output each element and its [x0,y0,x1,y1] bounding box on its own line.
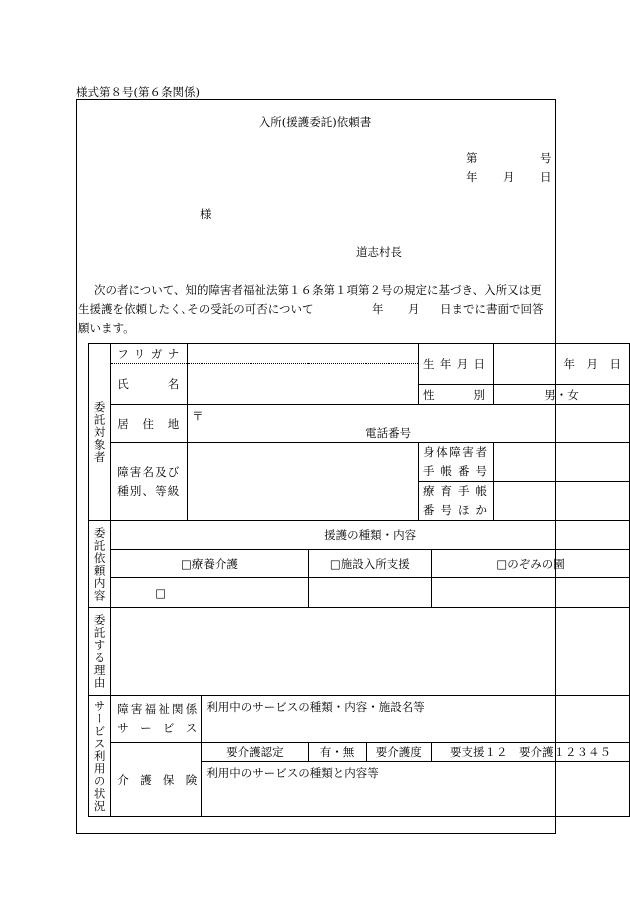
phone-label: 電話番号 [365,426,412,440]
birthdate-value[interactable]: 年 月 日 [493,344,629,385]
page-title: 入所(援護委託)依頼書 [258,115,372,129]
address-field[interactable] [188,405,630,443]
support-type-header: 援護の種類・内容 [111,521,630,550]
sender: 道志村長 [356,245,402,259]
physical-card-field[interactable] [493,443,629,482]
care-level-value[interactable]: 要支援１２ 要介護１２３４５ [432,743,630,762]
care-yesno[interactable]: 有・無 [308,743,366,762]
doc-number-suffix: 号 [540,151,552,165]
reason-field[interactable] [111,608,630,696]
gender-label: 性別 [419,385,494,405]
welfare-service-detail[interactable]: 利用中のサービスの種類・内容・施設名等 [202,696,630,743]
section-request-label: 委託依頼内容 [89,521,111,608]
name-label: 氏名 [111,364,188,405]
care-insurance-label: 介護保険 [111,743,202,817]
name-field[interactable] [188,364,419,405]
form-number: 様式第８号(第６条関係) [76,85,200,99]
body-line1: 次の者について、知的障害者福祉法第１６条第１項第２号の規定に基づき、入所又は更 [94,283,542,297]
body-line2-year: 年 [372,302,384,316]
option-empty-3 [432,578,630,608]
ryoiku-card-field[interactable] [493,482,629,521]
disability-field[interactable] [188,443,419,521]
body-line2-a: 生援護を依頼したく､その受託の可否について [78,302,314,316]
care-cert-label: 要介護認定 [202,743,308,762]
address-label: 居住地 [111,405,188,443]
postal-mark: 〒 [192,409,204,423]
request-table [88,343,630,817]
physical-card-label: 身体障害者 手帳番号 [419,443,494,482]
furigana-label: フリガナ [111,344,188,364]
body-line3: 願います。 [78,321,135,335]
option-shisetsu-nyusho[interactable]: □施設入所支援 [308,550,431,578]
date-month: 月 [503,170,515,184]
option-ryoyo-kaigo[interactable]: □療養介護 [111,550,308,578]
doc-number-prefix: 第 [466,151,478,165]
section-target-label: 委託対象者 [89,344,111,521]
date-day: 日 [540,170,552,184]
date-year: 年 [466,170,478,184]
section-reason-label: 委託する理由 [89,608,111,696]
option-empty-2 [308,578,431,608]
body-line2-b: 日までに書面で回答 [440,302,544,316]
body-line2-month: 月 [408,302,420,316]
care-service-detail[interactable]: 利用中のサービスの種類と内容等 [202,762,630,817]
option-nozomi-no-sono[interactable]: □のぞみの園 [432,550,630,578]
furigana-field[interactable] [188,344,419,364]
welfare-service-label: 障害福祉関係 サービス [111,696,202,743]
gender-value[interactable]: 男・女 [493,385,629,405]
addressee-suffix: 様 [200,207,212,221]
section-service-label: サービス利用の状況 [89,696,111,817]
ryoiku-card-label: 療育手帳 番号ほか [419,482,494,521]
birthdate-label: 生年月日 [419,344,494,385]
option-other[interactable]: □ [111,578,308,608]
care-level-label: 要介護度 [366,743,431,762]
disability-label: 障害名及び 種別、等級 [111,443,188,521]
